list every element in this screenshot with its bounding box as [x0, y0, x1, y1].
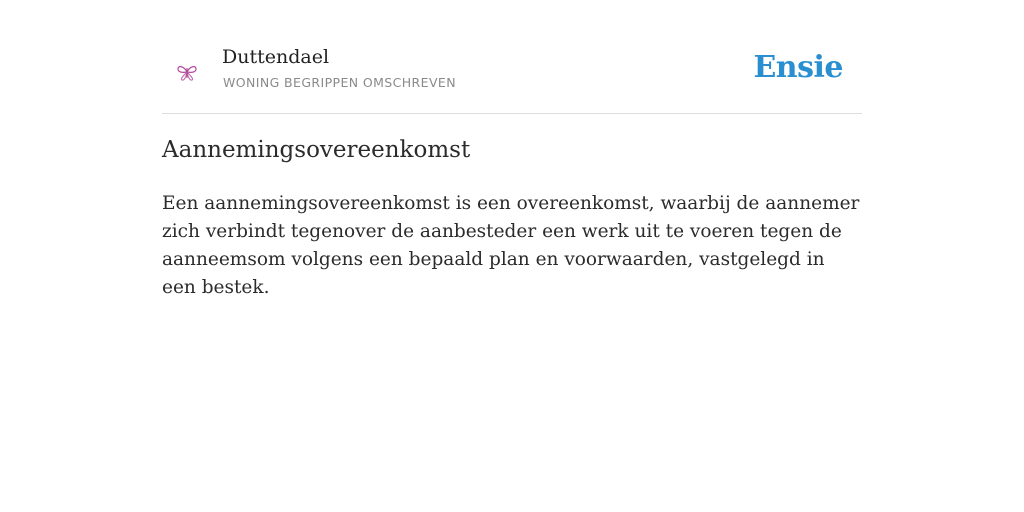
- site-header: [162, 0, 862, 114]
- term-heading: Aannemingsovereenkomst: [162, 137, 471, 163]
- ensie-brand-link[interactable]: Ensie: [753, 50, 843, 85]
- site-subtitle: WONING BEGRIPPEN OMSCHREVEN: [223, 75, 456, 90]
- butterfly-logo-icon[interactable]: [176, 62, 198, 82]
- term-definition: Een aannemingsovereenkomst is een overeenkomst, waarbij de aannemer zich verbindt tegenover de aanbesteder een werk uit te voeren tegen de aanneemsom volgens een bepaald plan en voorwaarden, vastgelegd in een bestek.: [162, 193, 860, 298]
- page-container: [162, 0, 862, 298]
- site-name[interactable]: Duttendael: [222, 46, 330, 68]
